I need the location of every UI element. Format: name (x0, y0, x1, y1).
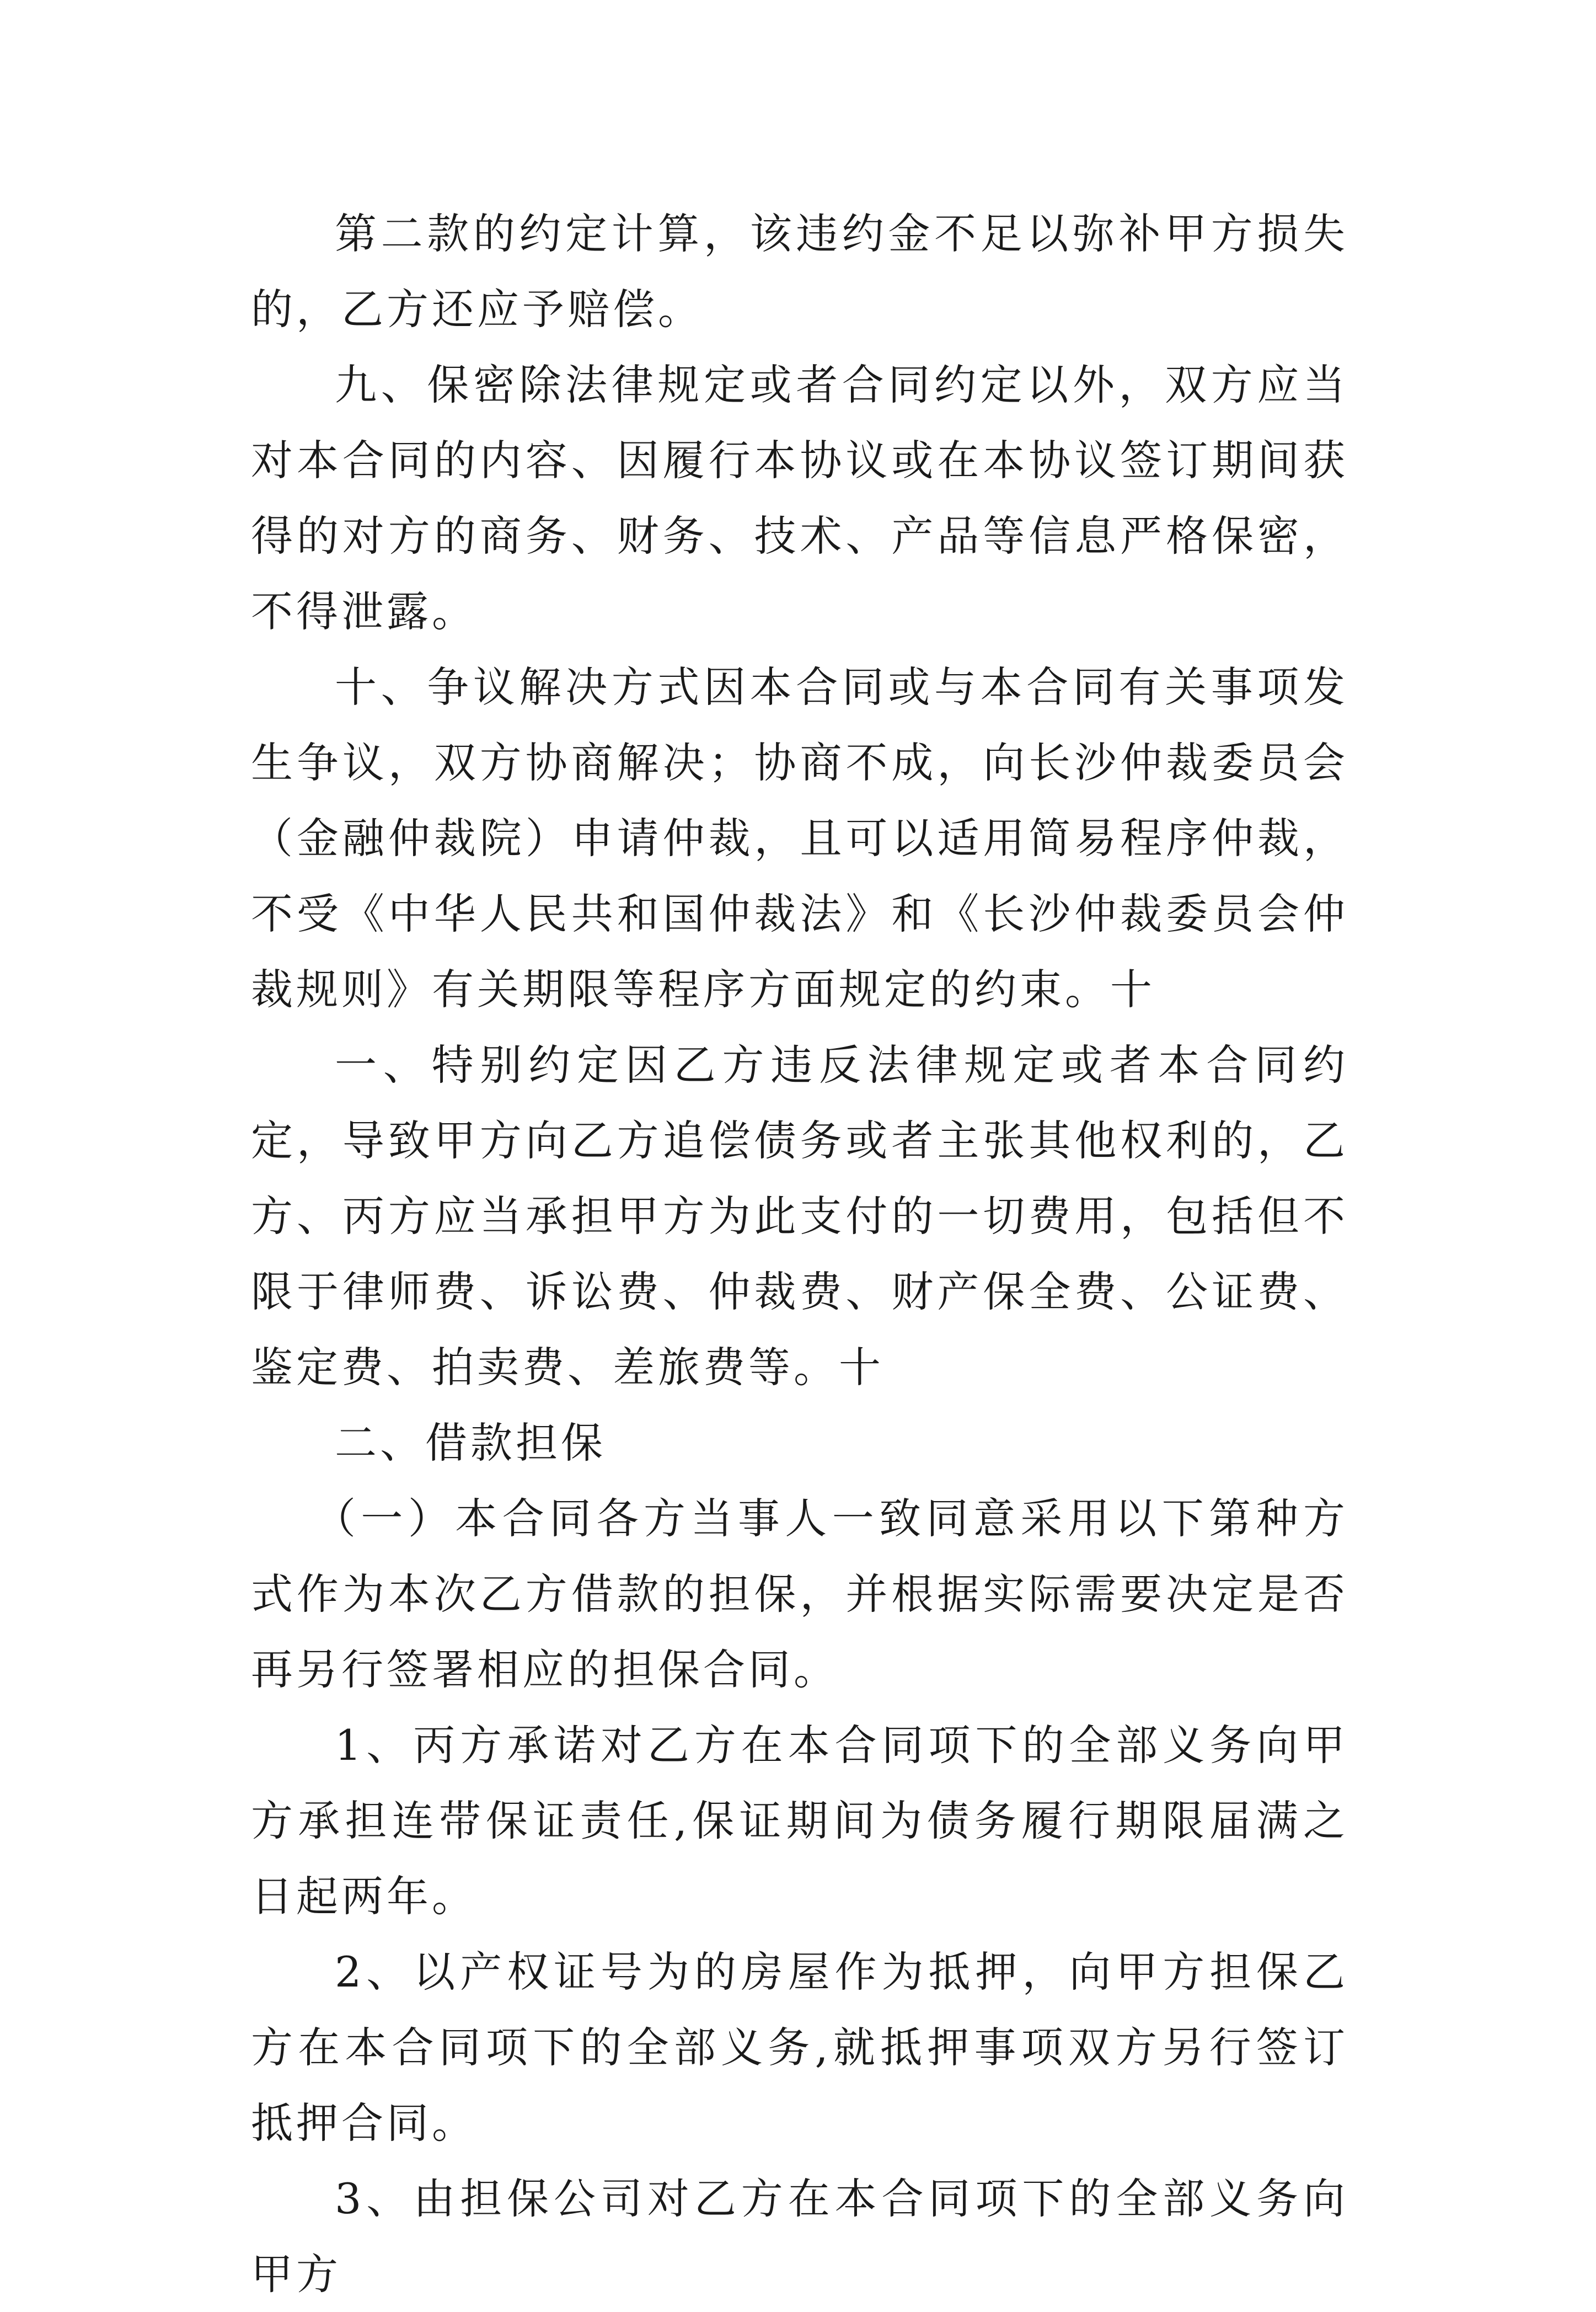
paragraph-guarantee-company: 3、由担保公司对乙方在本合同项下的全部义务向甲方 (251, 2174, 1348, 2299)
paragraph-special-agreement: 一、特别约定因乙方违反法律规定或者本合同约定，导致甲方向乙方追偿债务或者主张其他权利的，乙方、丙方应当承担甲方为此支付的一切费用，包括但不限于律师费、诉讼费、仲裁费、财产保全费、公证费、鉴定费、拍卖费、差旅费等。十 (251, 1040, 1348, 1392)
paragraph-guarantee-method: （一）本合同各方当事人一致同意采用以下第种方式作为本次乙方借款的担保，并根据实际需要决定是否再另行签署相应的担保合同。 (251, 1494, 1348, 1694)
document-body (251, 196, 1348, 2312)
paragraph-mortgage: 2、以产权证号为的房屋作为抵押，向甲方担保乙方在本合同项下的全部义务,就抵押事项双方另行签订抵押合同。 (251, 1947, 1348, 2148)
paragraph-confidentiality: 九、保密除法律规定或者合同约定以外，双方应当对本合同的内容、因履行本协议或在本协议签订期间获得的对方的商务、财务、技术、产品等信息严格保密，不得泄露。 (251, 360, 1348, 636)
paragraph-dispute-resolution: 十、争议解决方式因本合同或与本合同有关事项发生争议，双方协商解决；协商不成，向长沙仲裁委员会（金融仲裁院）申请仲裁，且可以适用简易程序仲裁，不受《中华人民共和国仲裁法》和《长沙仲裁委员会仲裁规则》有关期限等程序方面规定的约束。十 (251, 663, 1348, 1014)
paragraph-joint-liability: 1、丙方承诺对乙方在本合同项下的全部义务向甲方承担连带保证责任,保证期间为债务履行期限届满之日起两年。 (251, 1721, 1348, 1921)
paragraph-liquidated-damages: 第二款的约定计算，该违约金不足以弥补甲方损失的，乙方还应予赔偿。 (251, 209, 1348, 334)
paragraph-loan-guarantee-heading: 二、借款担保 (335, 1418, 606, 1467)
